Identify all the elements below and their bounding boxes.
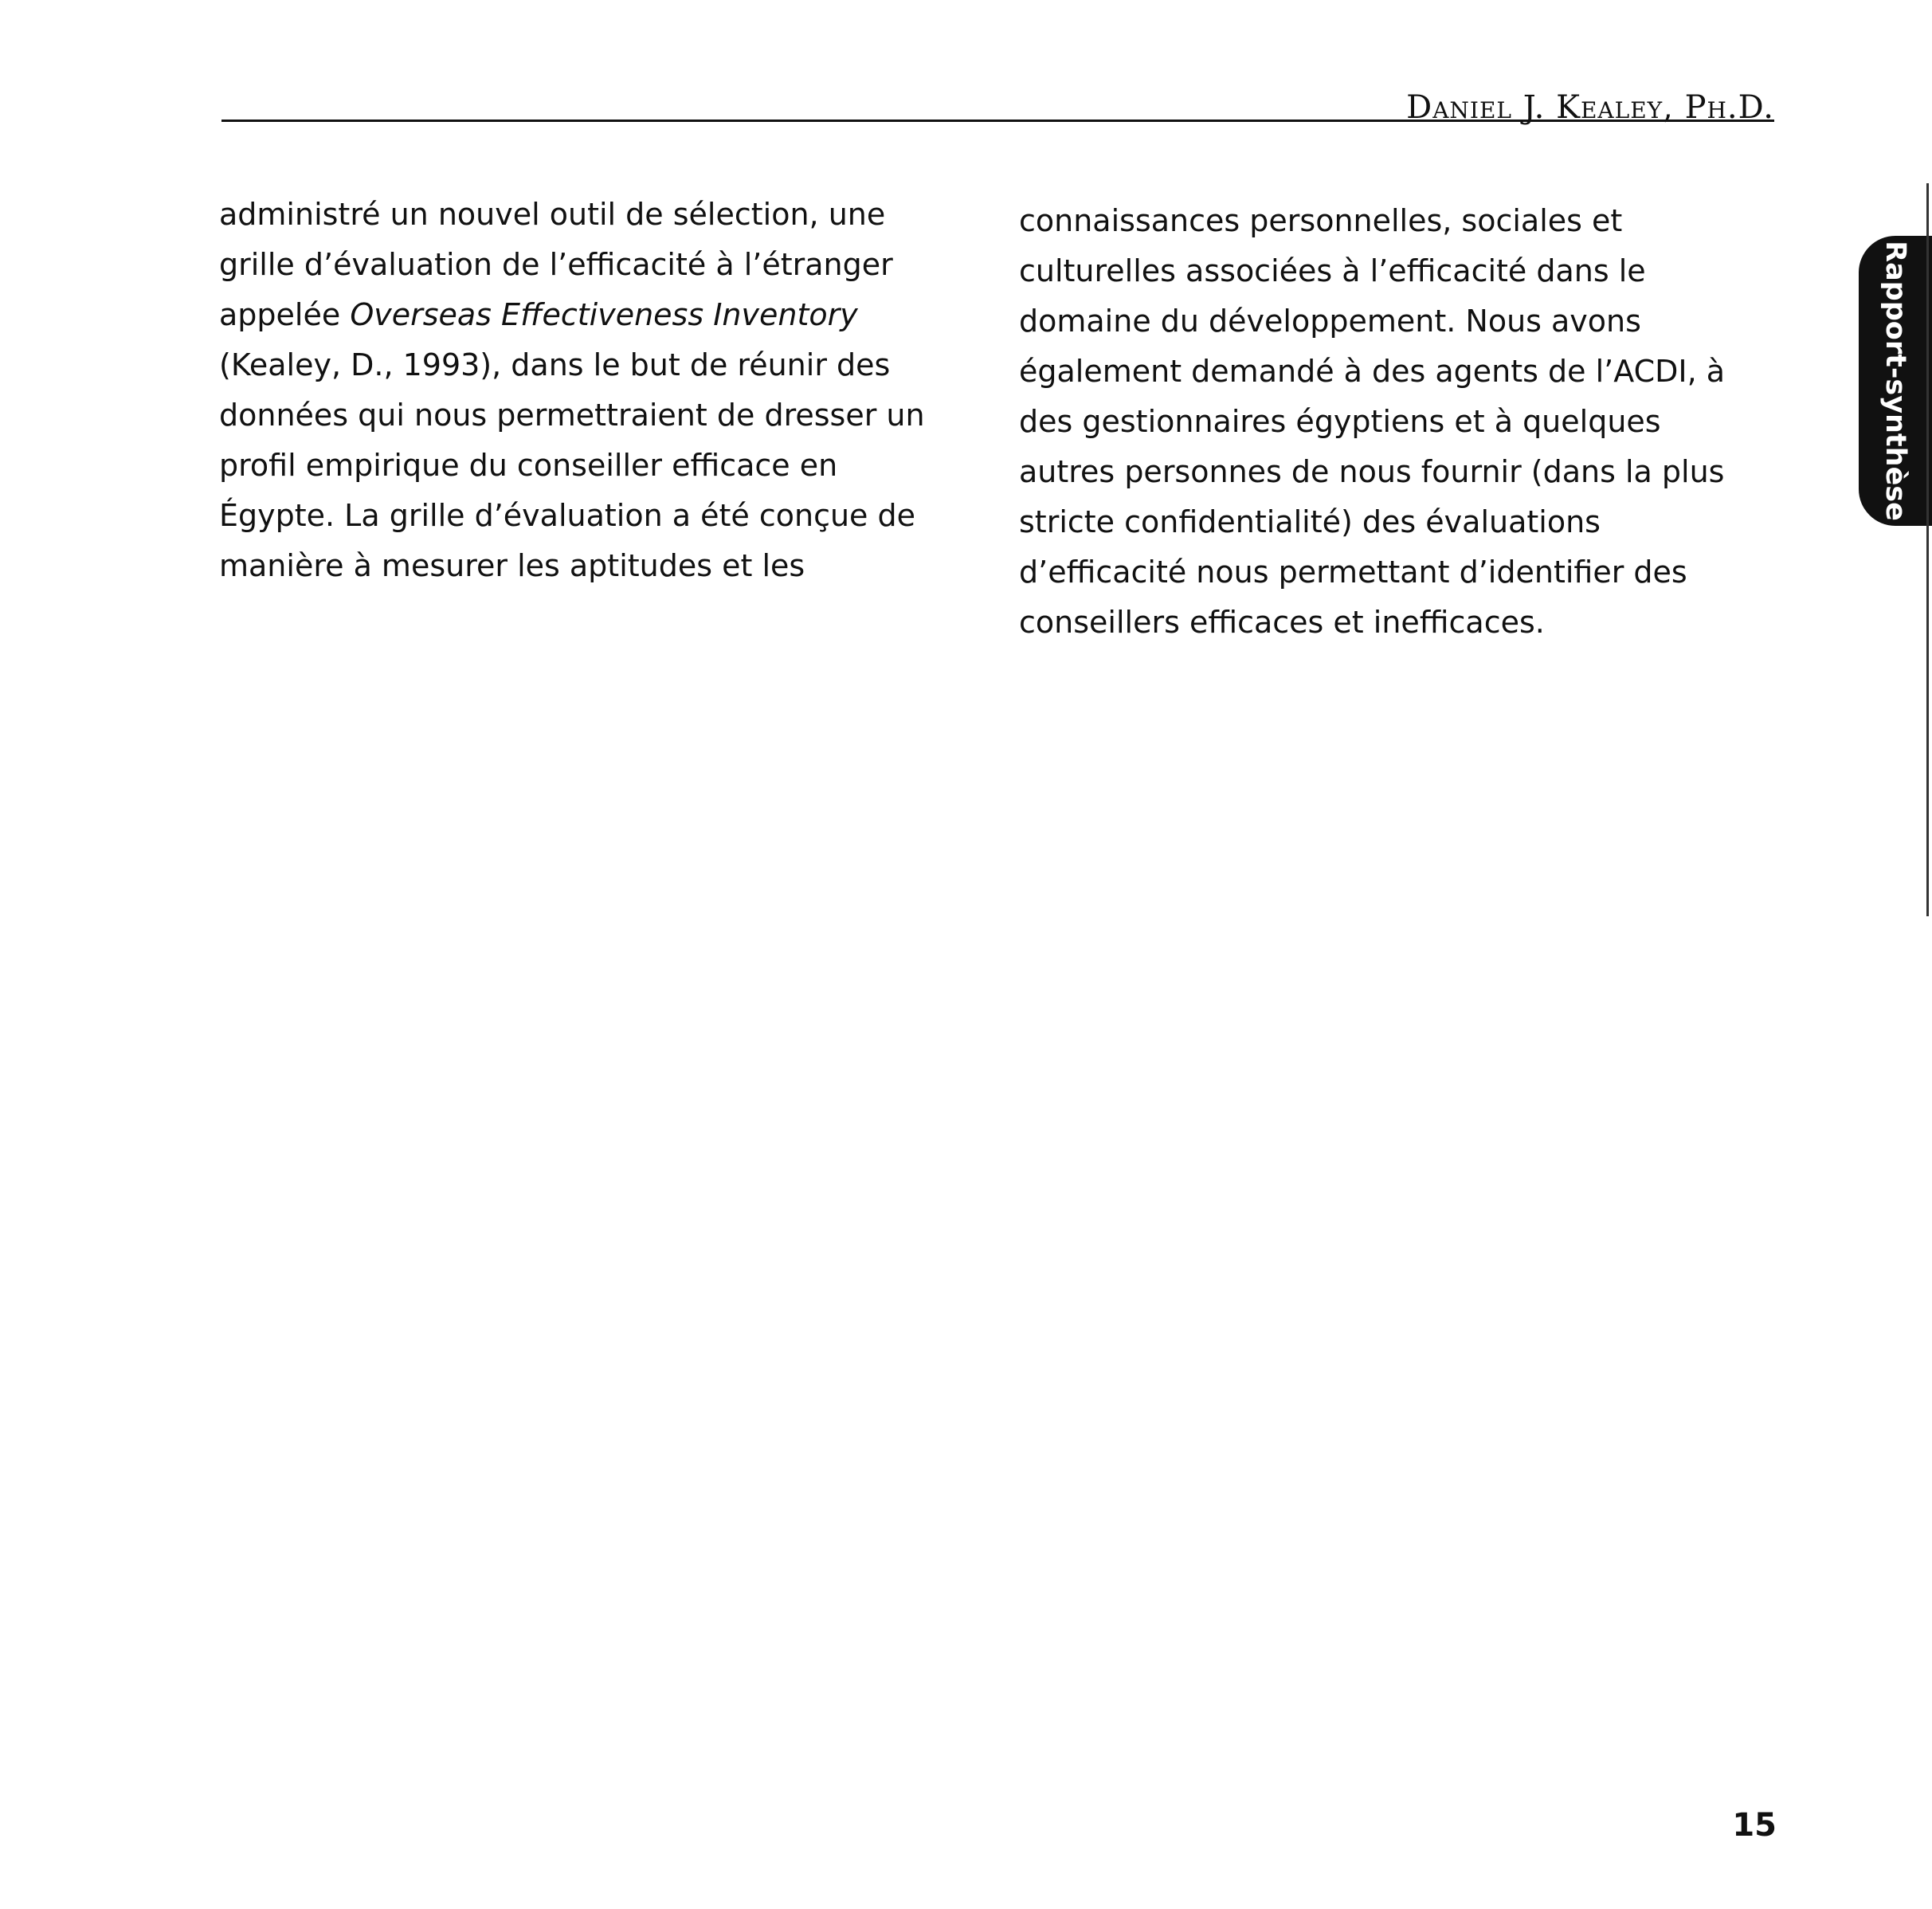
column-left [219, 190, 925, 591]
column-right [1019, 196, 1725, 648]
text-line: profil empirique du conseiller efficace en [219, 448, 838, 483]
text-line: domaine du développement. Nous avons [1019, 304, 1641, 339]
page-edge-line [1926, 183, 1929, 916]
page-number: 15 [1732, 1807, 1777, 1844]
text-line-prefix: appelée [219, 297, 351, 332]
text-line: connaissances personnelles, sociales et [1019, 203, 1623, 238]
text-line: données qui nous permettraient de dresser un [219, 398, 925, 433]
section-tab [1859, 236, 1932, 526]
text-line: conseillers efficaces et inefficaces. [1019, 605, 1545, 640]
text-line: également demandé à des agents de l’ACDI, à [1019, 354, 1726, 389]
running-header-author: Daniel J. Kealey, Ph.D. [1406, 89, 1774, 126]
text-line: autres personnes de nous fournir (dans la plus [1019, 454, 1725, 489]
text-line: administré un nouvel outil de sélection, une [219, 197, 886, 232]
text-line: culturelles associées à l’efficacité dans le [1019, 253, 1646, 288]
text-line: grille d’évaluation de l’efficacité à l’étranger [219, 247, 893, 282]
text-line [219, 290, 925, 340]
header-rule [221, 120, 1774, 122]
text-line: manière à mesurer les aptitudes et les [219, 548, 805, 583]
text-line: d’efficacité nous permettant d’identifier des [1019, 555, 1687, 590]
text-line: Égypte. La grille d’évaluation a été conçue de [219, 498, 915, 533]
text-line: stricte confidentialité) des évaluations [1019, 504, 1601, 539]
text-line: (Kealey, D., 1993), dans le but de réunir des [219, 347, 891, 382]
text-line: des gestionnaires égyptiens et à quelques [1019, 404, 1661, 439]
inventory-title: Overseas Effectiveness Inventory [350, 297, 858, 332]
section-tab-label: Rapport-synthèse [1879, 241, 1911, 521]
